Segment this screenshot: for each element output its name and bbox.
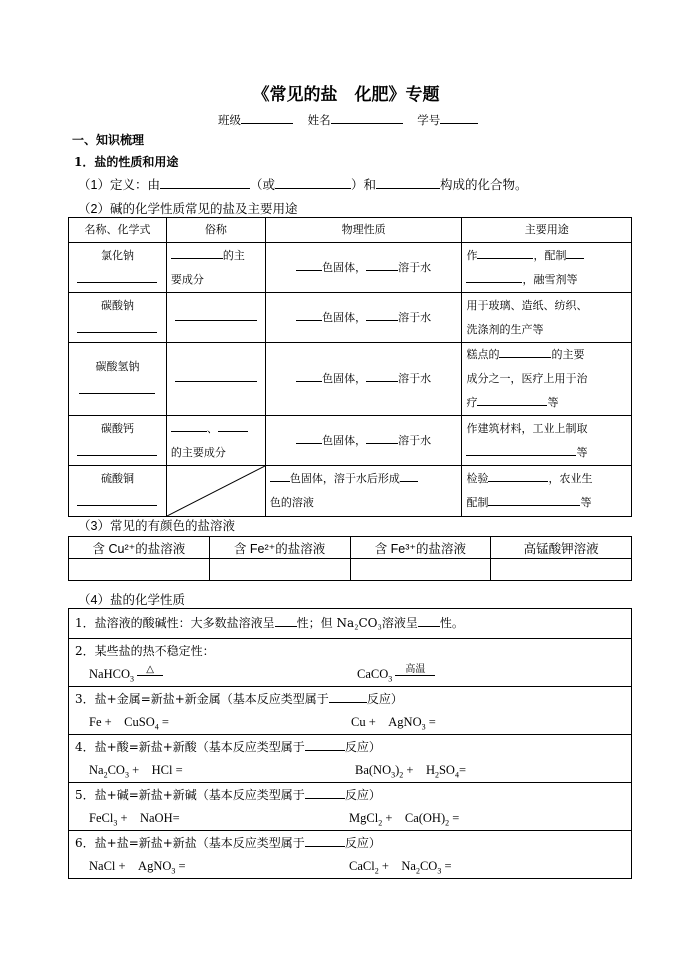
definition-line: （1）定义：由 （或 ）和 构成的化合物。: [78, 178, 528, 192]
blank[interactable]: [270, 471, 290, 482]
blank[interactable]: [499, 347, 551, 358]
item-heading: （4）盐的化学性质: [78, 593, 185, 607]
blank[interactable]: [175, 371, 257, 382]
table-row: 氯化钠 的主 要成分 色固体， 溶于水 作 ，配制 ，融雪剂等: [69, 243, 632, 293]
blank[interactable]: [566, 248, 584, 259]
class-label: 班级: [218, 113, 241, 127]
blank[interactable]: [418, 616, 440, 627]
table-row: 硫酸铜 色固体，溶于水后形成 色的溶液 检验 ，农业生 配制 等: [69, 466, 632, 517]
answer-cell[interactable]: [209, 559, 350, 581]
blank[interactable]: [477, 395, 547, 406]
table-row: 6．盐+盐=新盐+新盐（基本反应类型属于 反应） NaCl + AgNO$_3$ = CaCl$_2$ + $Na_2CO_3$ =: [69, 831, 632, 879]
heat-condition: △: [137, 665, 163, 676]
subsection-heading: 1．盐的性质和用途: [74, 155, 179, 169]
table-header: 含 Fe²⁺的盐溶液: [209, 537, 350, 559]
blank[interactable]: [218, 421, 248, 432]
page-title: 《常见的盐 化肥》专题: [252, 85, 440, 105]
id-label: 学号: [417, 113, 441, 127]
blank[interactable]: [77, 272, 157, 283]
blank[interactable]: [77, 495, 157, 506]
table-row: 4．盐+酸=新盐+新酸（基本反应类型属于 反应） $Na_2CO_3$ + HCl = $Ba(NO_3)_2$ + $H_2SO_4=$: [69, 735, 632, 783]
table-header: 俗称: [166, 218, 265, 243]
blank[interactable]: [79, 383, 155, 394]
blank[interactable]: [329, 692, 367, 703]
blank[interactable]: [488, 495, 580, 506]
answer-cell[interactable]: [69, 559, 210, 581]
table-row: 碳酸钙 、 的主要成分 色固体， 溶于水 作建筑材料，工业上制取 等: [69, 416, 632, 466]
blank[interactable]: [305, 740, 345, 751]
blank[interactable]: [400, 471, 418, 482]
color-table: [68, 536, 632, 581]
high-temp-condition: 高温: [395, 665, 435, 676]
blank[interactable]: [376, 176, 440, 189]
diagonal-cell: [166, 466, 265, 517]
blank[interactable]: [366, 433, 398, 444]
student-info: [218, 112, 478, 128]
table-row: 1．盐溶液的酸碱性：大多数盐溶液呈 性；但 Na₂CO₃溶液呈 性。: [69, 609, 632, 639]
answer-cell[interactable]: [350, 559, 491, 581]
blank[interactable]: [275, 616, 297, 627]
blank[interactable]: [477, 248, 533, 259]
blank[interactable]: [466, 272, 522, 283]
blank[interactable]: [160, 176, 250, 189]
blank[interactable]: [175, 310, 257, 321]
blank[interactable]: [366, 371, 398, 382]
diagonal-line: [167, 466, 265, 516]
blank[interactable]: [77, 445, 157, 456]
blank[interactable]: [305, 788, 345, 799]
class-blank[interactable]: [241, 123, 293, 124]
table-header: 含 Fe³⁺的盐溶液: [350, 537, 491, 559]
table-header: 主要用途: [462, 218, 632, 243]
blank[interactable]: [305, 836, 345, 847]
blank[interactable]: [296, 433, 322, 444]
id-blank[interactable]: [440, 123, 478, 124]
table-row: 碳酸钠 色固体， 溶于水 用于玻璃、造纸、纺织、 洗涤剂的生产等: [69, 293, 632, 343]
blank[interactable]: [366, 310, 398, 321]
blank[interactable]: [296, 310, 322, 321]
table-row: 碳酸氢钠 色固体， 溶于水 糕点的 的主要 成分之一，医疗上用于治 疗 等: [69, 343, 632, 416]
table-header: 物理性质: [265, 218, 462, 243]
blank[interactable]: [466, 445, 576, 456]
blank[interactable]: [488, 471, 548, 482]
name-label: 姓名: [307, 113, 331, 127]
table-header: 名称、化学式: [69, 218, 167, 243]
item-heading: （2）碱的化学性质常见的盐及主要用途: [78, 202, 298, 216]
table-row: 5．盐+碱=新盐+新碱（基本反应类型属于 反应） FeCl$_3$ + NaOH= MgCl$_2$ + $Ca(OH)_2$ =: [69, 783, 632, 831]
table-row: 2．某些盐的热不稳定性： NaHCO$_3$ △ CaCO$_3$ 高温: [69, 639, 632, 687]
name-blank[interactable]: [331, 123, 403, 124]
table-header: 高锰酸钾溶液: [491, 537, 632, 559]
blank[interactable]: [275, 176, 351, 189]
blank[interactable]: [171, 248, 223, 259]
blank[interactable]: [77, 322, 157, 333]
blank[interactable]: [296, 260, 322, 271]
table-row: 3．盐+金属=新盐+新金属（基本反应类型属于 反应） Fe + CuSO$_4$ = Cu + AgNO$_3$ =: [69, 687, 632, 735]
item-heading: （3）常见的有颜色的盐溶液: [78, 519, 235, 533]
table-header: 含 Cu²⁺的盐溶液: [69, 537, 210, 559]
blank[interactable]: [171, 421, 207, 432]
section-heading: 一、知识梳理: [72, 133, 145, 147]
blank[interactable]: [366, 260, 398, 271]
salt-table: [68, 217, 632, 517]
blank[interactable]: [296, 371, 322, 382]
properties-table: [68, 608, 632, 879]
answer-cell[interactable]: [491, 559, 632, 581]
